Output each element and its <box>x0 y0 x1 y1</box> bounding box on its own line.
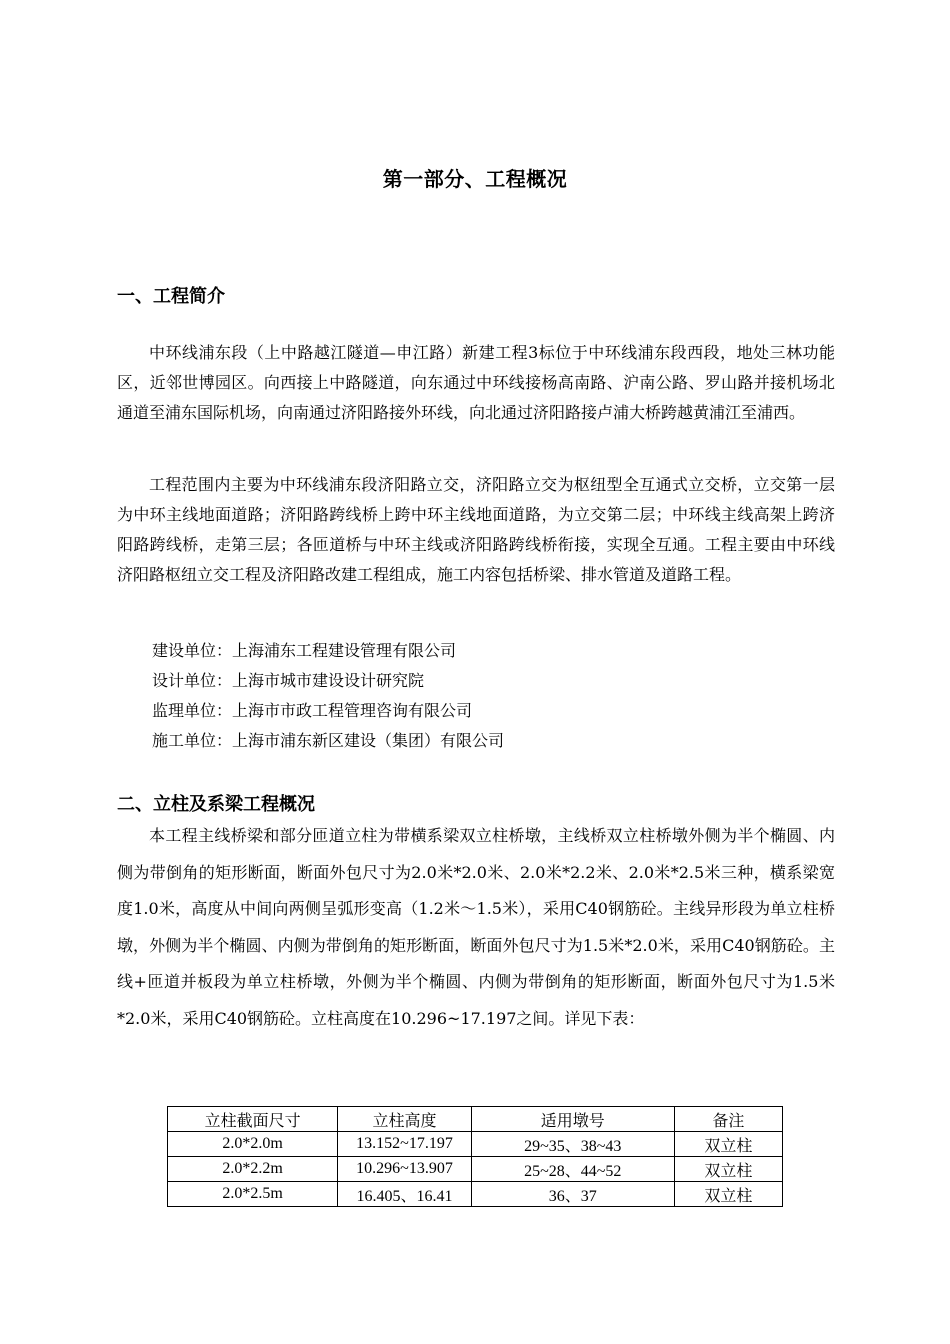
page-title: 第一部分、工程概况 <box>382 167 568 191</box>
table-cell: 2.0*2.0m <box>168 1132 338 1157</box>
section1-heading: 一、工程简介 <box>117 286 225 307</box>
section2-heading: 二、立柱及系梁工程概况 <box>117 794 315 815</box>
table-cell: 16.405、16.41 <box>338 1182 472 1207</box>
table-cell: 25~28、44~52 <box>471 1157 674 1182</box>
section2-paragraph: 本工程主线桥梁和部分匝道立柱为带横系梁双立柱桥墩，主线桥双立柱桥墩外侧为半个椭圆、内侧为带倒角的矩形断面，断面外包尺寸为2.0米*2.0米、2.0米*2.2米、2.0米*2.5米三种，横系梁宽度1.0米，高度从中间向两侧呈弧形变高（1.2米～1.5米），采用C40钢筋砼。主线异形段为单立柱桥墩，外侧为半个椭圆、内侧为带倒角的矩形断面，断面外包尺寸为1.5米*2.0米，采用C40钢筋砼。主线+匝道并板段为单立柱桥墩，外侧为半个椭圆、内侧为带倒角的矩形断面，断面外包尺寸为1.5米*2.0米，采用C40钢筋砼。立柱高度在10.296~17.197之间。详见下表： <box>117 826 835 1028</box>
table-header: 立柱高度 <box>338 1107 472 1132</box>
table-cell: 双立柱 <box>674 1132 782 1157</box>
table-cell: 13.152~17.197 <box>338 1132 472 1157</box>
table-cell: 10.296~13.907 <box>338 1157 472 1182</box>
pier-table <box>167 1106 783 1207</box>
table-cell: 2.0*2.2m <box>168 1157 338 1182</box>
table-cell: 29~35、38~43 <box>471 1132 674 1157</box>
unit-supervisor: 监理单位：上海市市政工程管理咨询有限公司 <box>152 701 473 720</box>
table-cell: 36、37 <box>471 1182 674 1207</box>
table-row <box>168 1157 783 1182</box>
table-header-row <box>168 1107 783 1132</box>
table-cell: 双立柱 <box>674 1157 782 1182</box>
table-header: 备注 <box>674 1107 782 1132</box>
unit-list <box>152 636 504 756</box>
table-cell: 2.0*2.5m <box>168 1182 338 1207</box>
section1-paragraph-2: 工程范围内主要为中环线浦东段济阳路立交，济阳路立交为枢纽型全互通式立交桥，立交第一层为中环主线地面道路；济阳路跨线桥上跨中环主线地面道路，为立交第二层；中环线主线高架上跨济阳路跨线桥，走第三层；各匝道桥与中环主线或济阳路跨线桥衔接，实现全互通。工程主要由中环线济阳路枢纽立交工程及济阳路改建工程组成，施工内容包括桥梁、排水管道及道路工程。 <box>117 475 835 584</box>
table-cell: 双立柱 <box>674 1182 782 1207</box>
unit-construction-owner: 建设单位：上海浦东工程建设管理有限公司 <box>152 641 457 660</box>
table-header: 适用墩号 <box>471 1107 674 1132</box>
table-row <box>168 1132 783 1157</box>
unit-designer: 设计单位：上海市城市建设设计研究院 <box>152 671 425 690</box>
table-header: 立柱截面尺寸 <box>168 1107 338 1132</box>
table-row <box>168 1182 783 1207</box>
unit-contractor: 施工单位：上海市浦东新区建设（集团）有限公司 <box>152 731 505 750</box>
section1-paragraph-1: 中环线浦东段（上中路越江隧道—申江路）新建工程3标位于中环线浦东段西段，地处三林功能区，近邻世博园区。向西接上中路隧道，向东通过中环线接杨高南路、沪南公路、罗山路并接机场北通道至浦东国际机场，向南通过济阳路接外环线，向北通过济阳路接卢浦大桥跨越黄浦江至浦西。 <box>117 343 835 422</box>
